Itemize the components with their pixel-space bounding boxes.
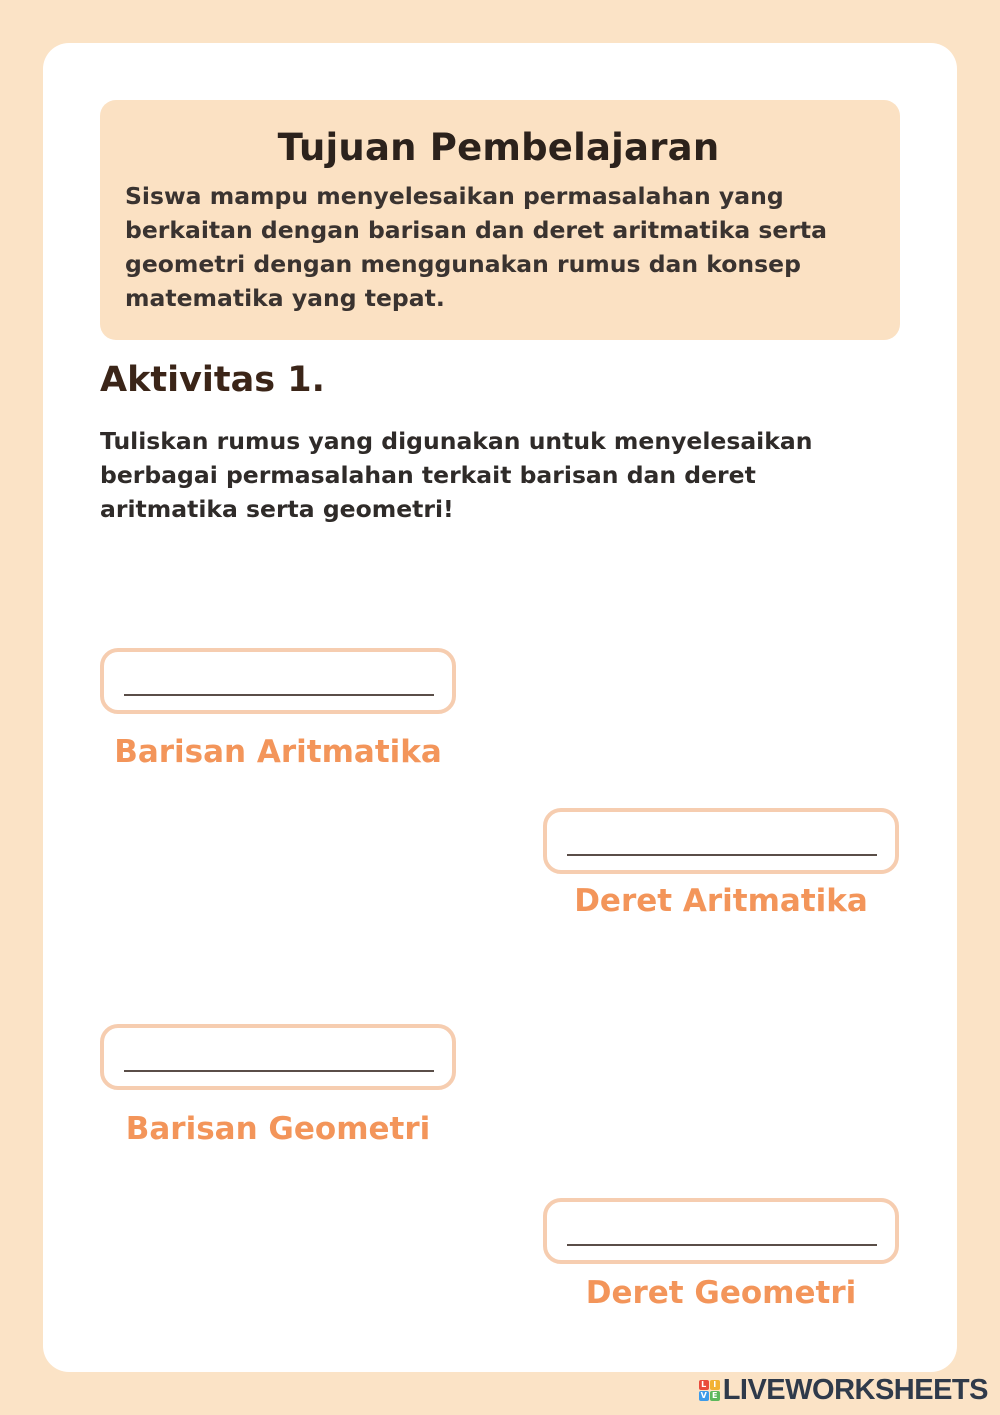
answer-input-deret-aritmatika[interactable] [567,830,877,856]
learning-goal-box [100,100,900,340]
label-barisan-aritmatika: Barisan Aritmatika [114,734,442,770]
answer-input-barisan-aritmatika[interactable] [124,670,434,696]
activity-title: Aktivitas 1. [100,360,325,400]
logo-letter: L [699,1380,709,1390]
logo-letter: E [710,1391,720,1401]
logo-letter: I [710,1380,720,1390]
label-deret-geometri: Deret Geometri [585,1275,857,1311]
liveworksheets-watermark [699,1374,988,1407]
answer-box-deret-geometri [543,1198,899,1264]
answer-box-deret-aritmatika [543,808,899,874]
liveworksheets-logo-icon [699,1380,720,1401]
liveworksheets-wordmark: LIVEWORKSHEETS [722,1374,988,1406]
activity-instruction: Tuliskan rumus yang digunakan untuk menyelesaikan berbagai permasalahan terkait barisan dan deret aritmatika serta geometri! [100,427,813,523]
answer-input-barisan-geometri[interactable] [124,1046,434,1072]
learning-goal-text: Siswa mampu menyelesaikan permasalahan yang berkaitan dengan barisan dan deret aritmatika serta geometri dengan menggunakan rumus dan konsep matematika yang tepat. [125,182,827,312]
learning-goal-title: Tujuan Pembelajaran [277,126,720,169]
answer-box-barisan-geometri [100,1024,456,1090]
answer-input-deret-geometri[interactable] [567,1220,877,1246]
logo-letter: V [700,1391,707,1400]
label-deret-aritmatika: Deret Aritmatika [574,883,868,919]
label-barisan-geometri: Barisan Geometri [125,1111,431,1147]
answer-box-barisan-aritmatika [100,648,456,714]
